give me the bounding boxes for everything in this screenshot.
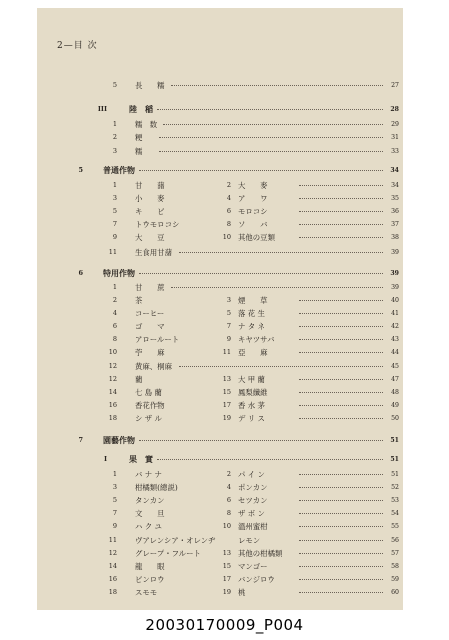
dot-leader [299, 579, 383, 580]
toc-entry-number: 1 [112, 283, 117, 291]
toc-entry-label-2: 溫州蜜柑 [238, 522, 268, 531]
toc-entry-number-2: 17 [222, 575, 231, 583]
toc-entry [37, 574, 399, 585]
toc-entry-page: 42 [391, 323, 399, 330]
toc-entry-number-2: 5 [226, 309, 231, 317]
toc-entry-number-2: 3 [226, 296, 231, 304]
toc-entry-number-2: 2 [226, 470, 231, 478]
dot-leader [163, 124, 383, 125]
dot-leader [299, 339, 383, 340]
toc-entry-number: 7 [78, 436, 83, 444]
toc-entry-label: ハ ク ユ [135, 522, 162, 531]
toc-entry-page: 55 [391, 523, 399, 530]
toc-entry-label: 龍 眼 [135, 562, 165, 571]
dot-leader [159, 137, 383, 138]
dot-leader [299, 313, 383, 314]
toc-entry [37, 374, 399, 385]
toc-entry-number: 6 [112, 322, 117, 330]
dot-leader [299, 211, 383, 212]
toc-entry [37, 435, 399, 446]
toc-entry-number-2: 11 [222, 348, 231, 356]
toc-entry [37, 219, 399, 230]
dot-leader [299, 500, 383, 501]
toc-entry-page: 35 [391, 195, 399, 202]
toc-entry [37, 508, 399, 519]
toc-entry-number-2: 13 [222, 549, 231, 557]
toc-entry-label-2: 大 甲 藺 [238, 375, 265, 384]
toc-entry-label-2: 煙 草 [238, 296, 268, 305]
dot-leader [299, 592, 383, 593]
toc-entry [37, 587, 399, 598]
toc-entry-number: 12 [108, 362, 117, 370]
toc-entry-number: 3 [112, 483, 117, 491]
toc-entry [37, 469, 399, 480]
toc-entry-number: 10 [108, 348, 117, 356]
toc-entry-label-2: 鳳梨纖維 [238, 388, 268, 397]
toc-entry-label: 長 糯 [135, 81, 165, 90]
toc-entry-number: 5 [112, 207, 117, 215]
dot-leader [139, 273, 383, 274]
toc-entry-page: 31 [391, 134, 399, 141]
toc-entry-page: 43 [391, 336, 399, 343]
toc-entry-label-2: ザ ボ ン [238, 509, 265, 518]
toc-entry-page: 51 [390, 437, 399, 444]
toc-entry [37, 548, 399, 559]
dot-leader [299, 224, 383, 225]
toc-entry-number-2: 17 [222, 401, 231, 409]
toc-entry-number-2: 19 [222, 588, 231, 596]
toc-entry-label: グレープ・フルート [135, 549, 201, 558]
toc-entry-label: ビンロウ [135, 575, 165, 584]
document-page [37, 8, 403, 610]
toc-entry-number: 9 [112, 522, 117, 530]
toc-entry-label: タンカン [135, 496, 165, 505]
dot-leader [299, 553, 383, 554]
toc-entry-label: 黄麻、桐麻 [135, 362, 172, 371]
toc-entry-label-2: バンジロウ [238, 575, 275, 584]
toc-entry-label-2: 其他の柑橘類 [238, 549, 283, 558]
toc-entry-page: 56 [391, 537, 399, 544]
toc-entry-page: 37 [391, 221, 399, 228]
toc-entry-label: 茶 [135, 296, 143, 305]
toc-entry [37, 104, 399, 115]
toc-entry-label: 糯 数 [135, 120, 158, 129]
dot-leader [299, 379, 383, 380]
toc-entry [37, 495, 399, 506]
dot-leader [299, 300, 383, 301]
toc-entry-number-2: 10 [222, 233, 231, 241]
toc-entry-label: 小 麥 [135, 194, 165, 203]
toc-entry-label-2: ポンカン [238, 483, 268, 492]
toc-entry [37, 361, 399, 372]
toc-entry-number: 11 [108, 536, 117, 544]
dot-leader [299, 474, 383, 475]
toc-entry-number-2: 2 [226, 181, 231, 189]
toc-entry-label: 園藝作物 [103, 435, 135, 445]
toc-entry-label-2: ソ バ [238, 220, 268, 229]
toc-entry-number: 8 [112, 335, 117, 343]
dot-leader [179, 252, 383, 253]
toc-entry-number-2: 4 [226, 483, 231, 491]
dot-leader [139, 440, 383, 441]
dot-leader [159, 151, 383, 152]
toc-entry-number-2: 13 [222, 375, 231, 383]
toc-entry-label: 苧 麻 [135, 348, 165, 357]
toc-entry-page: 48 [391, 389, 399, 396]
toc-entry [37, 321, 399, 332]
toc-entry-label-2: ア ワ [238, 194, 268, 203]
toc-entry [37, 561, 399, 572]
toc-entry-number: 4 [112, 309, 117, 317]
toc-entry-label: アロールート [135, 335, 180, 344]
toc-entry [37, 119, 399, 130]
toc-entry-number-2: 19 [222, 414, 231, 422]
toc-entry [37, 193, 399, 204]
toc-entry-page: 52 [391, 484, 399, 491]
toc-entry-number-2: 6 [226, 496, 231, 504]
dot-leader [299, 418, 383, 419]
running-header: 2—目 次 [57, 41, 98, 51]
toc-entry-number: 5 [78, 166, 83, 174]
toc-entry-number: 3 [112, 194, 117, 202]
toc-entry-page: 50 [391, 415, 399, 422]
toc-entry-page: 60 [391, 589, 399, 596]
toc-entry-label-2: 落 花 生 [238, 309, 265, 318]
dot-leader [157, 109, 383, 110]
toc-entry-page: 39 [390, 270, 399, 277]
toc-entry-label: 文 旦 [135, 509, 165, 518]
toc-entry-label: 生食用甘藷 [135, 248, 172, 257]
dot-leader [171, 85, 383, 86]
toc-entry-label-2: マンゴー [238, 562, 268, 571]
dot-leader [299, 198, 383, 199]
toc-entry-number: I [103, 455, 107, 463]
toc-entry-label: バ ナ ナ [135, 470, 162, 479]
toc-entry [37, 80, 399, 91]
toc-entry-number-2: 6 [226, 207, 231, 215]
toc-entry-page: 28 [390, 106, 399, 113]
toc-entry-number-2: 8 [226, 220, 231, 228]
toc-entry-label: 陸 稲 [129, 104, 153, 114]
toc-entry-label-2: セツカン [238, 496, 268, 505]
toc-entry-label-2: モロコシ [238, 207, 268, 216]
toc-entry [37, 282, 399, 293]
toc-entry [37, 165, 399, 176]
toc-entry [37, 400, 399, 411]
toc-entry-number: 7 [112, 509, 117, 517]
toc-entry-page: 47 [391, 376, 399, 383]
toc-entry-label: コーヒー [135, 309, 165, 318]
toc-entry [37, 413, 399, 424]
toc-entry-number: 1 [112, 181, 117, 189]
toc-entry-number: 2 [112, 296, 117, 304]
toc-entry-page: 45 [391, 363, 399, 370]
dot-leader [139, 170, 383, 171]
toc-entry-number: 5 [112, 81, 117, 89]
toc-entry-label: 普通作物 [103, 165, 135, 175]
dot-leader [299, 513, 383, 514]
toc-entry-label: シ ザ ル [135, 414, 162, 423]
toc-entry-label: 甘 蔗 [135, 283, 165, 292]
toc-entry-page: 39 [391, 284, 399, 291]
toc-entry-number: III [97, 105, 107, 113]
toc-entry-label-2: パ イ ン [238, 470, 265, 479]
toc-entry-label: 果 實 [129, 454, 153, 464]
dot-leader [299, 540, 383, 541]
toc-entry-label: 香花作物 [135, 401, 165, 410]
toc-entry-label-2: 其他の豆類 [238, 233, 275, 242]
toc-entry-number: 3 [112, 147, 117, 155]
toc-entry-page: 36 [391, 208, 399, 215]
toc-entry-number-2: 9 [226, 335, 231, 343]
dot-leader [299, 185, 383, 186]
toc-entry-page: 27 [391, 82, 399, 89]
toc-entry [37, 347, 399, 358]
toc-entry-number: 18 [108, 588, 117, 596]
toc-entry-page: 57 [391, 550, 399, 557]
toc-entry-number: 2 [112, 133, 117, 141]
toc-entry-label: 七 島 藺 [135, 388, 162, 397]
toc-entry-page: 29 [391, 121, 399, 128]
toc-entry-page: 49 [391, 402, 399, 409]
toc-entry-label: 藺 [135, 375, 143, 384]
toc-entry-page: 33 [391, 148, 399, 155]
toc-entry-number: 11 [108, 248, 117, 256]
toc-entry-number-2: 15 [222, 562, 231, 570]
toc-entry [37, 387, 399, 398]
toc-entry-number: 14 [108, 388, 117, 396]
toc-entry [37, 535, 399, 546]
dot-leader [299, 237, 383, 238]
dot-leader [157, 459, 383, 460]
toc-entry-number: 9 [112, 233, 117, 241]
dot-leader [299, 405, 383, 406]
toc-entry-label-2: 亞 麻 [238, 348, 268, 357]
toc-entry-label: トウモロコシ [135, 220, 180, 229]
toc-entry [37, 247, 399, 258]
toc-entry-page: 39 [391, 249, 399, 256]
toc-entry-number-2: 10 [222, 522, 231, 530]
toc-entry-page: 53 [391, 497, 399, 504]
toc-entry-number-2: 8 [226, 509, 231, 517]
image-caption: 20030170009_P004 [145, 616, 304, 634]
toc-entry-number-2: 7 [226, 322, 231, 330]
toc-entry-label: 柑橘類(總説) [135, 483, 178, 492]
dot-leader [299, 526, 383, 527]
toc-entry-label: 甘 藷 [135, 181, 165, 190]
toc-entry-page: 44 [391, 349, 399, 356]
toc-entry-page: 41 [391, 310, 399, 317]
toc-entry-label-2: 香 水 茅 [238, 401, 265, 410]
toc-entry-label: 糯 [135, 147, 143, 156]
toc-entry-label: スモモ [135, 588, 158, 597]
dot-leader [299, 392, 383, 393]
toc-entry-number: 1 [112, 120, 117, 128]
toc-entry-page: 59 [391, 576, 399, 583]
toc-entry [37, 454, 399, 465]
toc-entry-page: 40 [391, 297, 399, 304]
toc-entry [37, 180, 399, 191]
toc-entry-label: キ ビ [135, 207, 165, 216]
toc-entry-page: 34 [391, 182, 399, 189]
toc-entry [37, 132, 399, 143]
toc-entry-number: 16 [108, 401, 117, 409]
toc-entry [37, 295, 399, 306]
toc-entry-page: 38 [391, 234, 399, 241]
dot-leader [299, 487, 383, 488]
toc-entry-number: 16 [108, 575, 117, 583]
toc-entry-number: 14 [108, 562, 117, 570]
toc-entry [37, 268, 399, 279]
toc-entry-label-2: 大 麥 [238, 181, 268, 190]
toc-entry-label: 大 豆 [135, 233, 165, 242]
toc-entry-label-2: キヤツサバ [238, 335, 275, 344]
toc-entry-label: 粳 [135, 133, 143, 142]
toc-entry-number: 5 [112, 496, 117, 504]
toc-entry-number: 6 [78, 269, 83, 277]
toc-entry-number: 12 [108, 549, 117, 557]
toc-entry [37, 482, 399, 493]
toc-entry [37, 232, 399, 243]
toc-entry-label: 特用作物 [103, 268, 135, 278]
dot-leader [299, 352, 383, 353]
toc-entry-page: 34 [390, 167, 399, 174]
toc-entry-number-2: 15 [222, 388, 231, 396]
toc-entry [37, 206, 399, 217]
toc-entry-page: 58 [391, 563, 399, 570]
toc-entry-number: 7 [112, 220, 117, 228]
toc-entry-label-2: 桃 [238, 588, 246, 597]
toc-entry [37, 308, 399, 319]
toc-entry-label: ゴ マ [135, 322, 165, 331]
dot-leader [299, 326, 383, 327]
toc-entry-page: 51 [390, 456, 399, 463]
dot-leader [299, 566, 383, 567]
toc-entry-label-2: レモン [238, 536, 261, 545]
dot-leader [171, 287, 383, 288]
toc-entry [37, 521, 399, 532]
toc-entry-number: 12 [108, 375, 117, 383]
toc-entry-number-2: 4 [226, 194, 231, 202]
dot-leader [179, 366, 383, 367]
toc-entry [37, 334, 399, 345]
toc-entry-page: 54 [391, 510, 399, 517]
toc-entry-number: 1 [112, 470, 117, 478]
toc-entry-label-2: ナ タ ネ [238, 322, 265, 331]
toc-entry-page: 51 [391, 471, 399, 478]
toc-entry-label-2: デ リ ス [238, 414, 265, 423]
toc-entry-number: 18 [108, 414, 117, 422]
toc-entry-label: ヴアレンシア・オレンヂ [135, 536, 216, 545]
toc-entry [37, 146, 399, 157]
